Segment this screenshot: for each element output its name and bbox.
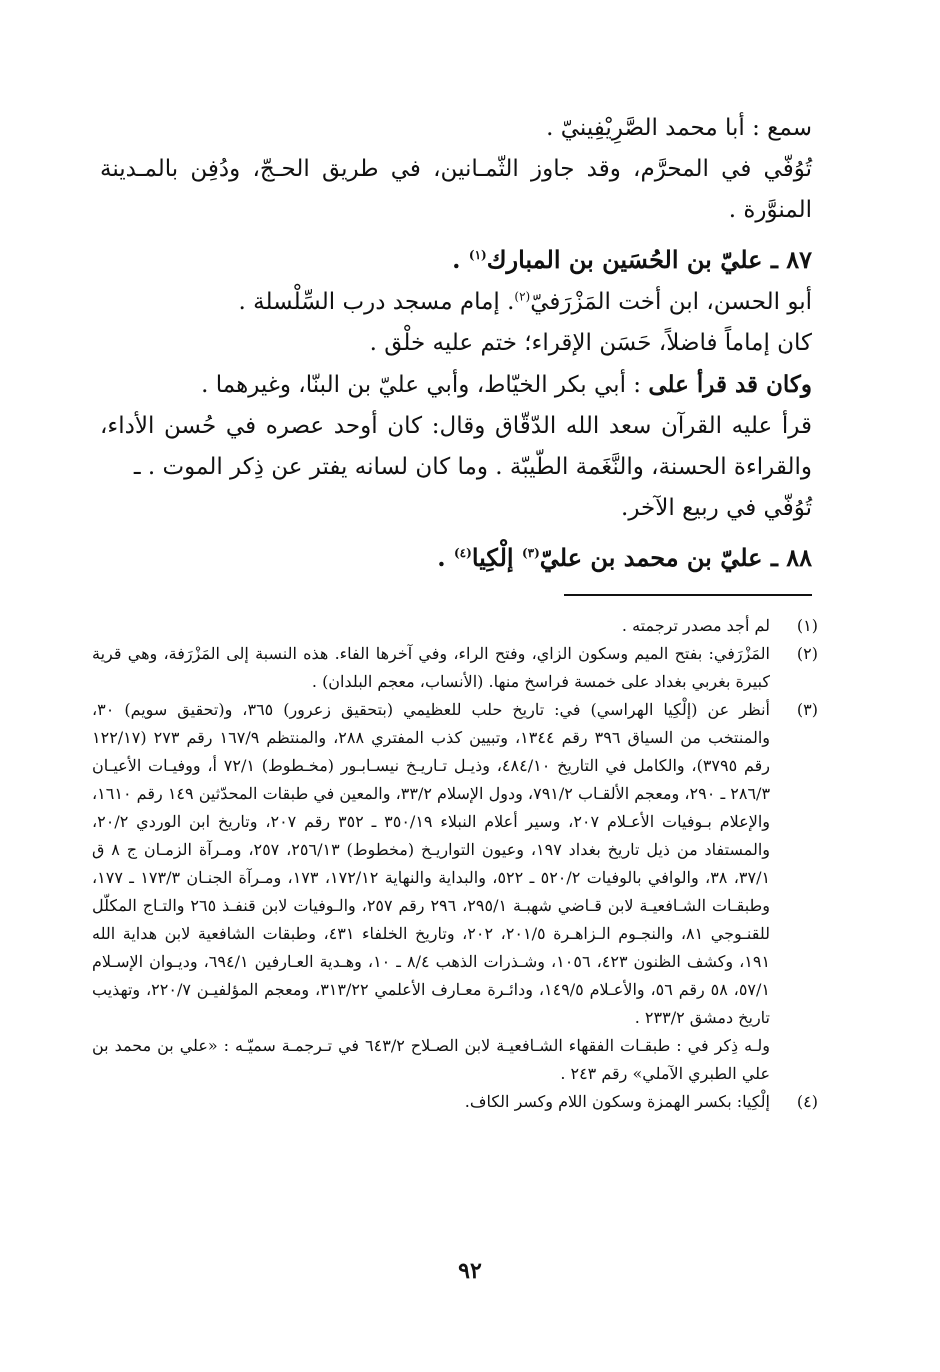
teachers-label: وكان قد قرأ على (648, 371, 812, 398)
entry-name: إلْكِيا (471, 543, 522, 572)
text-line: سمع : أبا محمد الصَّرِيْفِينيّ . (546, 115, 812, 141)
footnote-number: (٣) (796, 700, 818, 719)
text-line (100, 282, 812, 323)
main-text (100, 108, 812, 580)
footnote-ref: (٢) (514, 289, 531, 304)
footnote (92, 1088, 822, 1116)
text-line: كان إماماً فاضلاً، حَسَن الإقراء؛ ختم عليه خلْق . (369, 330, 812, 356)
text-line: قرأ عليه القرآن سعد الله الدّقّاق وقال: كان أوحد عصره في حُسن الأداء، والقراءة الحسنة، والنَّغَمة الطّيبّة . وما كان لسانه يفتر عن ذِكر الموت . ـ (100, 413, 812, 480)
teachers-list: : أبي بكر الخيّاط، وأبي عليّ بن البنّا، وغيرهما . (201, 372, 649, 398)
text-line: تُوُفّي في المحرَّم، وقد جاوز الثّمـانين، في طريق الحـجّ، ودُفِن بالمـدينة المنوَّرة . (100, 156, 812, 223)
footnote (92, 612, 822, 640)
footnote-separator (564, 594, 812, 596)
footnote (92, 640, 822, 696)
footnote-number: (١) (796, 616, 818, 635)
footnote-text: إلْكِيا: بكسر الهمزة وسكون اللام وكسر الكاف. (464, 1092, 770, 1111)
kunya-text: أبو الحسن، ابن أخت المَزْرَفيّ (530, 289, 812, 315)
kunya-tail: . إمام مسجد درب السِّلْسلة . (238, 289, 515, 315)
footnote (92, 696, 822, 1032)
footnote-ref: (٤) (453, 546, 472, 560)
entry-87-heading (100, 239, 812, 280)
footnote-ref: (٣) (521, 546, 540, 560)
footnote-number: (٤) (796, 1092, 818, 1111)
footnotes (92, 612, 822, 1116)
footnote-ref: (١) (468, 248, 487, 262)
footnote-text: ولـه ذِكر في : طبقـات الفقهاء الشـافعيـة لابن الصـلاح ٦٤٣/٢ في تـرجمـة سميّـه : «علي بن محمد بن علي الطبري الآملي» رقم ٢٤٣ . (92, 1036, 771, 1083)
entry-88-heading (100, 537, 812, 578)
footnote-text: لم أجد مصدر ترجمته . (621, 616, 770, 635)
footnote-text: أنظر عن (إلْكِيا الهراسي) في: تاريخ حلب للعظيمي (بتحقيق زعرور) ٣٦٥، و(تحقيق سويم) ٣٠، والمنتخب من السياق ٣٩٦ رقم ١٣٤٤، وتبيين كذب المفتري ٢٨٨، والمنتظم ١٦٧/٩ رقم ٢٧٣ (١٢٢/١٧ رقم ٣٧٩٥)، والكامل في التاريخ ٤٨٤/١٠، وذيـل تـاريـخ نيسـابـور (مخـطوط) ٧٢/١ أ، ووفيـات الأعيـان ٢٨٦/٣ ـ ٢٩٠، ومعجم الألقـاب ٧٩١/٢، ودول الإسلام ٣٣/٢، والمعين في طبقات المحدّثين ١٤٩ رقم ١٦١٠، والإعلام بـوفيات الأعـلام ٢٠٧، وسير أعلام النبلاء ٣٥٠/١٩ ـ ٣٥٢ رقم ٢٠٧، وتاريخ ابن الوردي ٢٠/٢، والمستفاد من ذيل تاريخ بغداد ١٩٧، وعيون التواريـخ (مخطوط) ٢٥٦/١٣، ٢٥٧، ومـرآة الزمـان ج ٨ ق ٣٧/١، ٣٨، والوافي بالوفيات ٥٢٠/٢ ـ ٥٢٢، والبداية والنهاية ١٧٢/١٢، ١٧٣، ومـرآة الجنـان ١٧٣/٣ ـ ١٧٧، وطبقـات الشـافعيـة لابن قـاضي شهبـة ٢٩٥/١، ٢٩٦ رقم ٢٥٧، والـوفيات لابن قنفـذ ٢٦٥ والتـاج المكلّل للقنـوجي ٨١، والنجـوم الـزاهـرة ٢٠١/٥، ٢٠٢، وتاريخ الخلفاء ٤٣١، وطبقات الشافعية لابن هداية الله ١٩١، وكشف الظنون ٤٢٣، ١٠٥٦، وشـذرات الذهب ٨/٤ ـ ١٠، وهـدية العـارفين ٦٩٤/١، وديـوان الإسـلام ٥٧/١، ٥٨ رقم ٥٦، والأعـلام ١٤٩/٥، ودائـرة معـارف الأعلمي ٣١٣/٢٢، ومعجم المؤلفيـن ٢٢٠/٧، وتهذيب تاريخ دمشق ٢٣٣/٢ . (92, 700, 771, 1027)
entry-punct: . (437, 543, 454, 572)
entry-punct: . (452, 245, 469, 274)
entry-title: ٨٧ ـ عليّ بن الحُسَين بن المبارك (486, 245, 812, 274)
footnote-continuation (92, 1032, 822, 1088)
footnote-text: المَزْرَفي: بفتح الميم وسكون الزاي، وفتح الراء، وفي آخرها الفاء. هذه النسبة إلى المَزْرَفة، وهي قرية كبيرة بغربي بغداد على خمسة فراسخ منها. (الأنساب، معجم البلدان) . (92, 644, 770, 691)
text-line (100, 364, 812, 406)
footnote-number: (٢) (796, 644, 818, 663)
text-line: تُوُفّي في ربيع الآخر. (621, 495, 812, 521)
entry-title: ٨٨ ـ عليّ بن محمد بن عليّ (539, 543, 812, 572)
page-number: ٩٢ (458, 1258, 482, 1284)
